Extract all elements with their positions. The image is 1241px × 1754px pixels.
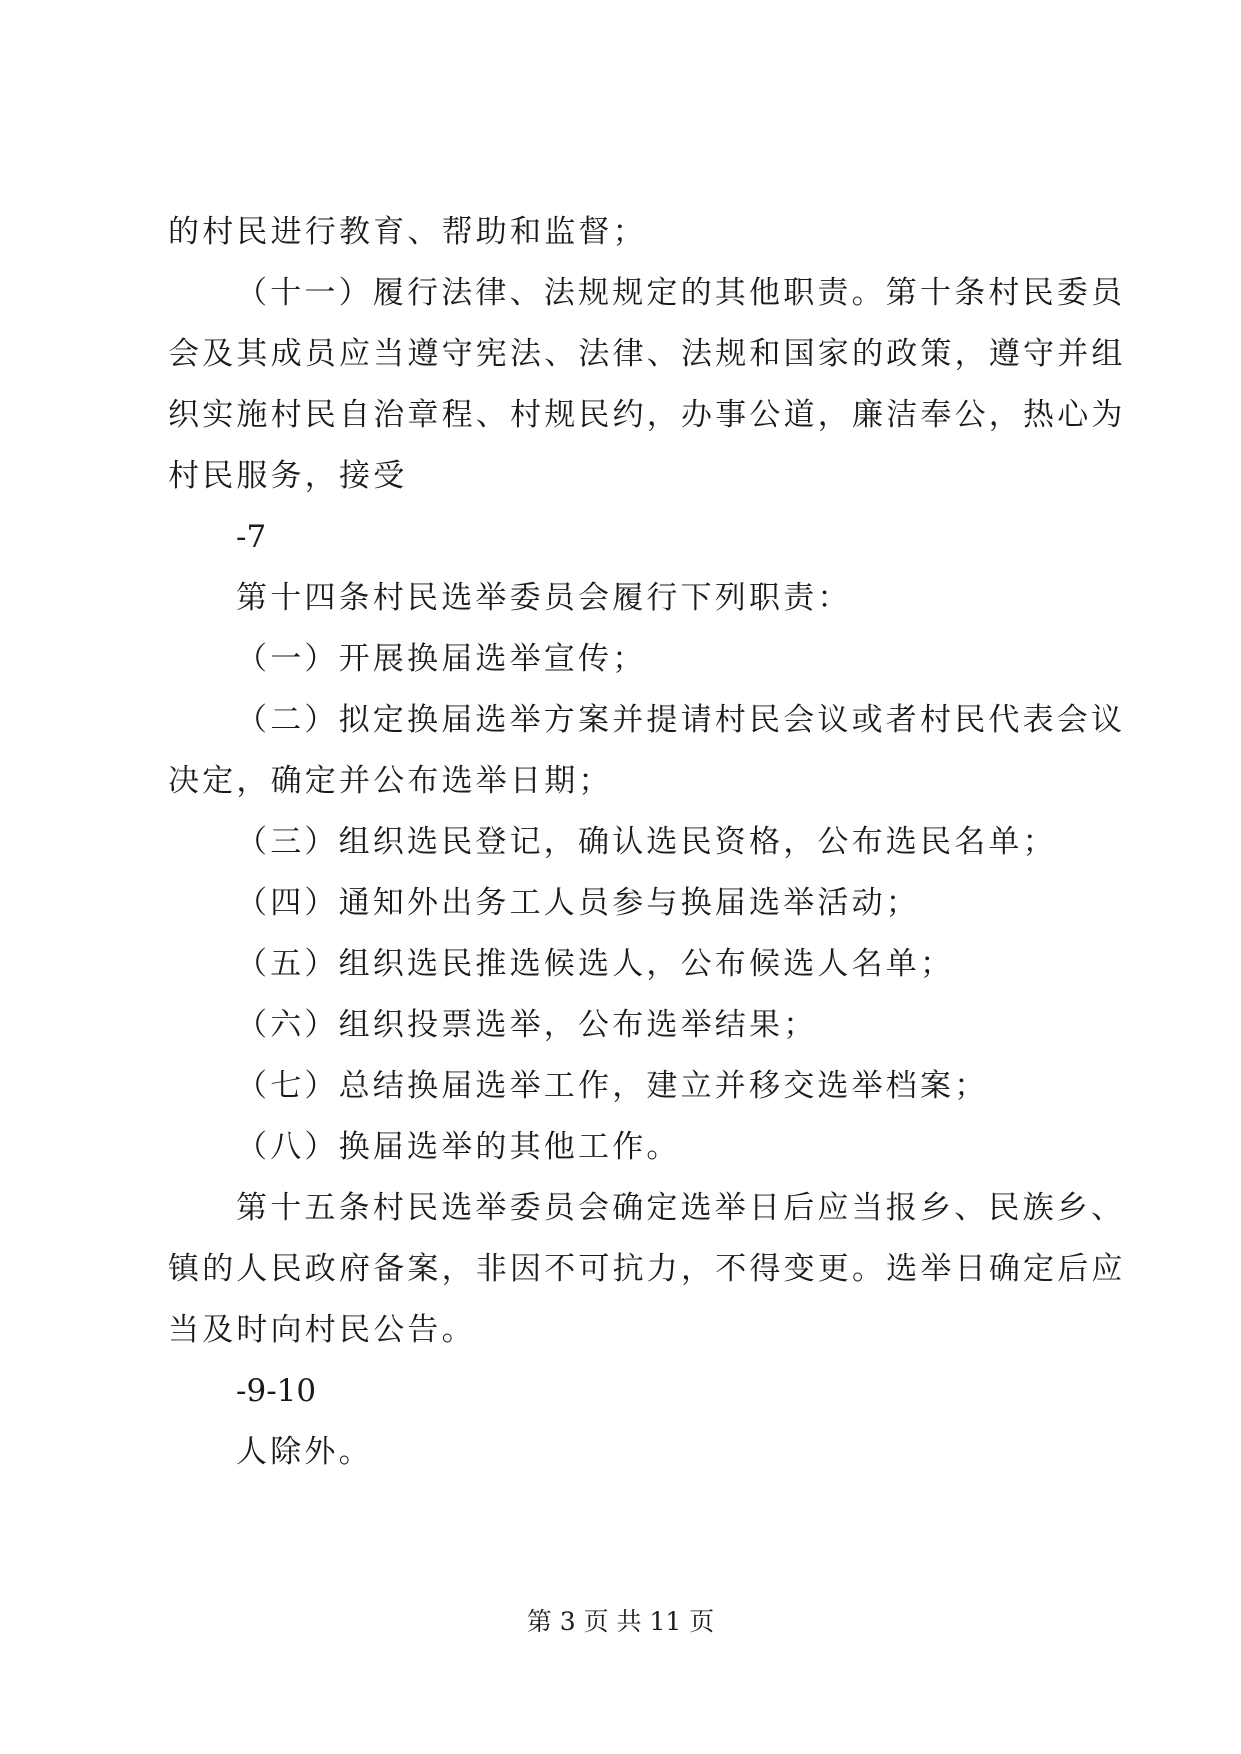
page-marker: -9-10: [236, 1373, 317, 1409]
text-line: 织实施村民自治章程、村规民约，办事公道，廉洁奉公，热心为: [168, 397, 1126, 433]
page-marker: -7: [236, 519, 267, 555]
list-item: （八）换届选举的其他工作。: [236, 1129, 681, 1165]
text-line: 村民服务，接受: [168, 458, 408, 494]
list-item: （五）组织选民推选候选人，公布候选人名单；: [236, 946, 955, 982]
text-line: 决定，确定并公布选举日期；: [168, 763, 613, 799]
list-item: （四）通知外出务工人员参与换届选举活动；: [236, 885, 920, 921]
text-line: 人除外。: [236, 1434, 373, 1470]
list-item: （一）开展换届选举宣传；: [236, 641, 647, 677]
list-item: （六）组织投票选举，公布选举结果；: [236, 1007, 818, 1043]
list-item: （七）总结换届选举工作，建立并移交选举档案；: [236, 1068, 989, 1104]
text-line: 会及其成员应当遵守宪法、法律、法规和国家的政策，遵守并组: [168, 336, 1126, 372]
article-heading: 第十五条村民选举委员会确定选举日后应当报乡、民族乡、: [236, 1190, 1126, 1226]
list-item: （三）组织选民登记，确认选民资格，公布选民名单；: [236, 824, 1057, 860]
list-item: （二）拟定换届选举方案并提请村民会议或者村民代表会议: [236, 702, 1126, 738]
text-line: （十一）履行法律、法规规定的其他职责。第十条村民委员: [236, 275, 1126, 311]
page-footer: 第 3 页 共 11 页: [526, 1607, 715, 1636]
article-heading: 第十四条村民选举委员会履行下列职责：: [236, 580, 852, 616]
text-line: 当及时向村民公告。: [168, 1312, 476, 1348]
text-line: 镇的人民政府备案，非因不可抗力，不得变更。选举日确定后应: [168, 1251, 1126, 1287]
text-line: 的村民进行教育、帮助和监督；: [168, 214, 647, 250]
